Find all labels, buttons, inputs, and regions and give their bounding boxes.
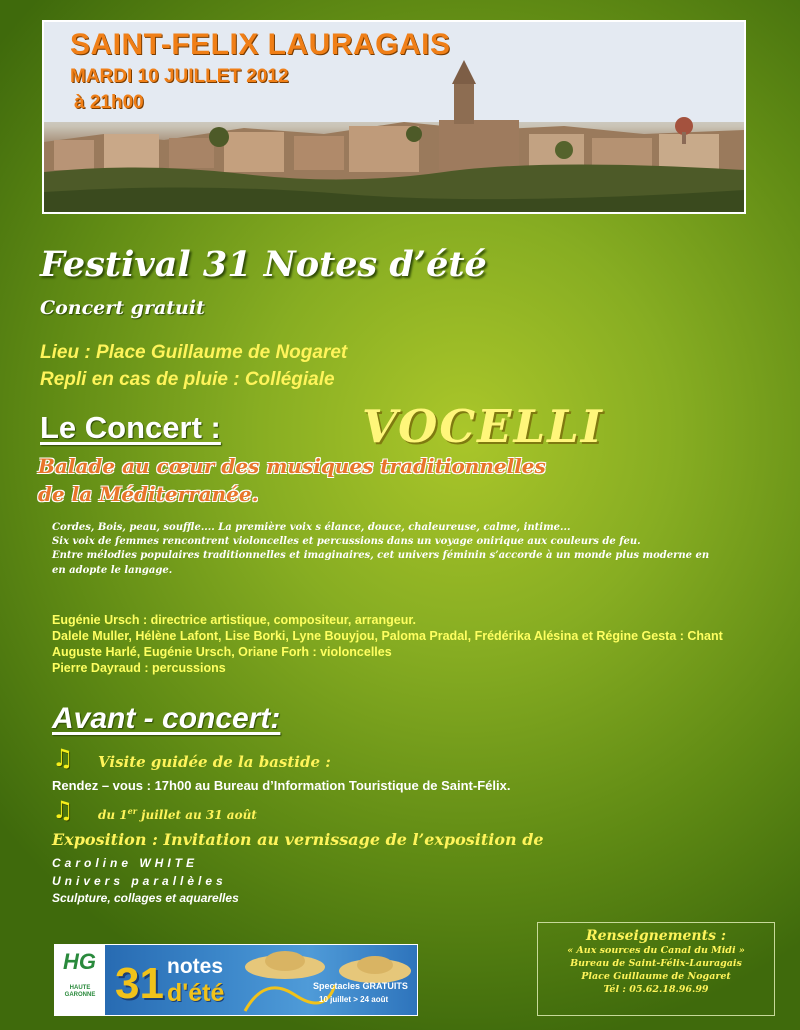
dates-suffix: juillet au 31 août (136, 808, 257, 822)
banner-period: 10 juillet > 24 août (319, 995, 389, 1004)
dates-sup: er (127, 806, 137, 816)
logo-mark: HG (63, 949, 96, 974)
music-note-icon: ♫ (52, 744, 74, 772)
exhibition-dates (98, 806, 257, 822)
info-box (537, 922, 775, 1016)
avant-concert-heading: Avant - concert: (52, 702, 281, 735)
hats-illustration (225, 945, 415, 1015)
rendezvous-info: Rendez – vous : 17h00 au Bureau d’Information Touristique de Saint-Félix. (52, 778, 511, 793)
info-line: « Aux sources du Canal du Midi » (567, 945, 745, 956)
info-phone: Tél : 05.62.18.96.99 (603, 984, 709, 995)
tagline-line-1: Balade au cœur des musiques traditionnelles (38, 454, 546, 478)
banner-number: 31 (115, 959, 164, 1008)
dates-prefix: du 1 (98, 808, 128, 822)
group-name: VOCELLI (362, 400, 604, 453)
venue-repli: Repli en cas de pluie : Collégiale (40, 369, 335, 390)
credit-line: Pierre Dayraud : percussions (52, 661, 226, 675)
concert-credits (52, 612, 752, 676)
tagline-line-2: de la Méditerranée. (38, 482, 259, 506)
event-time: à 21h00 (74, 92, 144, 113)
banner-spectacles: Spectacles GRATUITS (313, 981, 408, 991)
info-title: Renseignements : (586, 928, 726, 944)
banner-ete: d'été (167, 979, 225, 1007)
logo-caption: HAUTE GARONNE (64, 985, 96, 998)
venue-lieu: Lieu : Place Guillaume de Nogaret (40, 342, 348, 363)
credit-line: Eugénie Ursch : directrice artistique, compositeur, arrangeur. (52, 613, 417, 627)
event-date: MARDI 10 JUILLET 2012 (70, 66, 289, 87)
exhibition-title: Exposition : Invitation au vernissage de l’exposition de (52, 830, 544, 849)
concert-tagline (38, 452, 546, 508)
info-line: Bureau de Saint-Félix-Lauragais (570, 958, 742, 969)
banner-notes: notes (167, 955, 224, 978)
header-photo (42, 20, 746, 214)
credit-line: Auguste Harlé, Eugénie Ursch, Oriane Forh : violoncelles (52, 645, 392, 659)
festival-subtitle: Concert gratuit (40, 297, 205, 319)
town-title: SAINT-FELIX LAURAGAIS (70, 28, 451, 61)
exhibition-name: Univers parallèles (52, 874, 227, 888)
festival-title: Festival 31 Notes d’été (40, 244, 487, 285)
artist-name: Caroline WHITE (52, 856, 199, 870)
concert-description (52, 521, 722, 578)
music-note-icon: ♫ (52, 796, 74, 824)
haute-garonne-logo (55, 945, 105, 1015)
visite-title: Visite guidée de la bastide : (98, 753, 331, 771)
festival-banner (54, 944, 418, 1016)
info-line: Place Guillaume de Nogaret (581, 971, 731, 982)
description-line: Cordes, Bois, peau, souffle.... La première voix s élance, douce, chaleureuse, calme, intime... (52, 522, 571, 533)
description-line: Six voix de femmes rencontrent violoncelles et percussions dans un voyage onirique aux couleurs de feu. (52, 536, 641, 548)
description-line: Entre mélodies populaires traditionnelles et imaginaires, cet univers féminin s’accorde à un monde plus moderne en en adopte le langage. (52, 550, 710, 576)
exhibition-medium: Sculpture, collages et aquarelles (52, 891, 239, 905)
concert-heading: Le Concert : (40, 410, 221, 445)
credit-line: Dalele Muller, Hélène Lafont, Lise Borki, Lyne Bouyjou, Paloma Pradal, Frédérika Alésina et Régine Gesta : Chant (52, 629, 723, 643)
